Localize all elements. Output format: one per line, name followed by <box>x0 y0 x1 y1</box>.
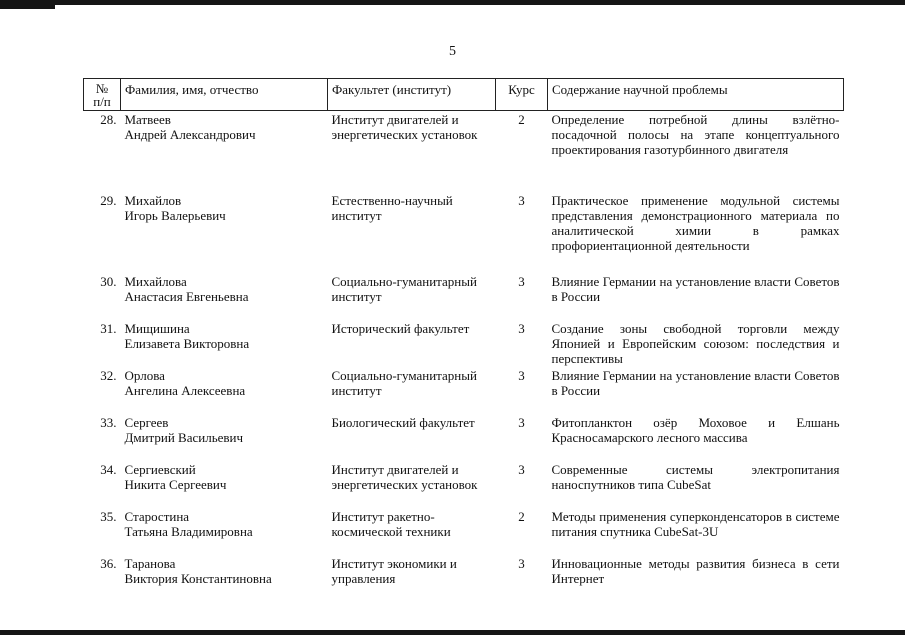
row-course: 3 <box>518 321 525 336</box>
table-row <box>84 192 844 273</box>
header-course: Курс <box>496 79 548 111</box>
row-number: 33. <box>100 415 117 430</box>
row-course: 3 <box>518 193 525 208</box>
row-full-name <box>121 367 328 414</box>
table-row <box>84 461 844 508</box>
row-surname: Орлова <box>124 368 165 383</box>
header-faculty: Факультет (институт) <box>328 79 496 111</box>
row-full-name <box>121 273 328 320</box>
row-surname: Мищишина <box>124 321 190 336</box>
row-problem: Определение потребной длины взлётно-посадочной полосы на этапе концептуального проектирования газотурбинного двигателя <box>551 112 840 157</box>
row-faculty: Естественно-научный институт <box>331 193 453 223</box>
row-faculty: Социально-гуманитарный институт <box>331 368 477 398</box>
row-full-name <box>121 111 328 193</box>
row-surname: Матвеев <box>124 112 171 127</box>
row-given-names: Никита Сергеевич <box>124 477 227 492</box>
row-problem: Фитопланктон озёр Моховое и Елшань Красносамарского лесного массива <box>551 415 840 445</box>
row-number: 32. <box>100 368 117 383</box>
row-surname: Михайлова <box>124 274 187 289</box>
row-full-name <box>121 320 328 367</box>
header-number-sign: № <box>95 81 109 96</box>
scan-edge-bottom <box>0 630 905 635</box>
row-number: 30. <box>100 274 117 289</box>
scan-edge-top-mark <box>0 0 55 9</box>
row-course: 3 <box>518 556 525 571</box>
row-faculty: Институт экономики и управления <box>331 556 457 586</box>
row-course: 2 <box>518 112 525 127</box>
row-full-name <box>121 555 328 602</box>
table-row <box>84 367 844 414</box>
row-number: 35. <box>100 509 117 524</box>
table-row <box>84 111 844 193</box>
row-problem: Влияние Германии на установление власти Советов в России <box>551 368 840 398</box>
table-row <box>84 320 844 367</box>
row-surname: Сергеев <box>124 415 169 430</box>
row-given-names: Елизавета Викторовна <box>124 336 250 351</box>
table-row <box>84 555 844 602</box>
scan-edge-top <box>0 0 905 5</box>
header-number <box>84 79 121 111</box>
row-surname: Старостина <box>124 509 190 524</box>
table-row <box>84 414 844 461</box>
row-problem: Создание зоны свободной торговли между Японией и Европейским союзом: последствия и перспективы <box>551 321 840 366</box>
row-number: 31. <box>100 321 117 336</box>
row-full-name <box>121 192 328 273</box>
row-full-name <box>121 461 328 508</box>
header-name: Фамилия, имя, отчество <box>121 79 328 111</box>
page-number: 5 <box>449 44 456 59</box>
row-course: 3 <box>518 462 525 477</box>
row-faculty: Институт двигателей и энергетических установок <box>331 462 478 492</box>
table-row <box>84 273 844 320</box>
row-given-names: Андрей Александрович <box>124 127 256 142</box>
row-given-names: Дмитрий Васильевич <box>124 430 244 445</box>
row-surname: Сергиевский <box>124 462 196 477</box>
row-problem: Влияние Германии на установление власти Советов в России <box>551 274 840 304</box>
students-table <box>83 78 844 602</box>
table-header-row <box>84 79 844 111</box>
row-given-names: Игорь Валерьевич <box>124 208 226 223</box>
row-faculty: Биологический факультет <box>331 415 475 430</box>
row-given-names: Татьяна Владимировна <box>124 524 253 539</box>
row-faculty: Институт двигателей и энергетических установок <box>331 112 478 142</box>
row-course: 3 <box>518 415 525 430</box>
row-number: 36. <box>100 556 117 571</box>
row-full-name <box>121 414 328 461</box>
row-problem: Методы применения суперконденсаторов в системе питания спутника CubeSat-3U <box>551 509 840 539</box>
row-given-names: Виктория Константиновна <box>124 571 272 586</box>
row-faculty: Исторический факультет <box>331 321 470 336</box>
header-problem: Содержание научной проблемы <box>548 79 844 111</box>
row-surname: Таранова <box>124 556 176 571</box>
row-course: 2 <box>518 509 525 524</box>
table-row <box>84 508 844 555</box>
row-course: 3 <box>518 274 525 289</box>
row-number: 34. <box>100 462 117 477</box>
row-number: 28. <box>100 112 117 127</box>
row-number: 29. <box>100 193 117 208</box>
row-given-names: Ангелина Алексеевна <box>124 383 246 398</box>
row-surname: Михайлов <box>124 193 182 208</box>
header-number-pp: п/п <box>93 94 111 109</box>
row-problem: Современные системы электропитания наноспутников типа CubeSat <box>551 462 840 492</box>
row-course: 3 <box>518 368 525 383</box>
row-faculty: Социально-гуманитарный институт <box>331 274 477 304</box>
row-problem: Практическое применение модульной системы представления демонстрационного материала по аналитической химии в рамках профориентационной деятельности <box>551 193 840 253</box>
row-faculty: Институт ракетно-космической техники <box>331 509 451 539</box>
row-full-name <box>121 508 328 555</box>
row-given-names: Анастасия Евгеньевна <box>124 289 249 304</box>
row-problem: Инновационные методы развития бизнеса в сети Интернет <box>551 556 840 586</box>
